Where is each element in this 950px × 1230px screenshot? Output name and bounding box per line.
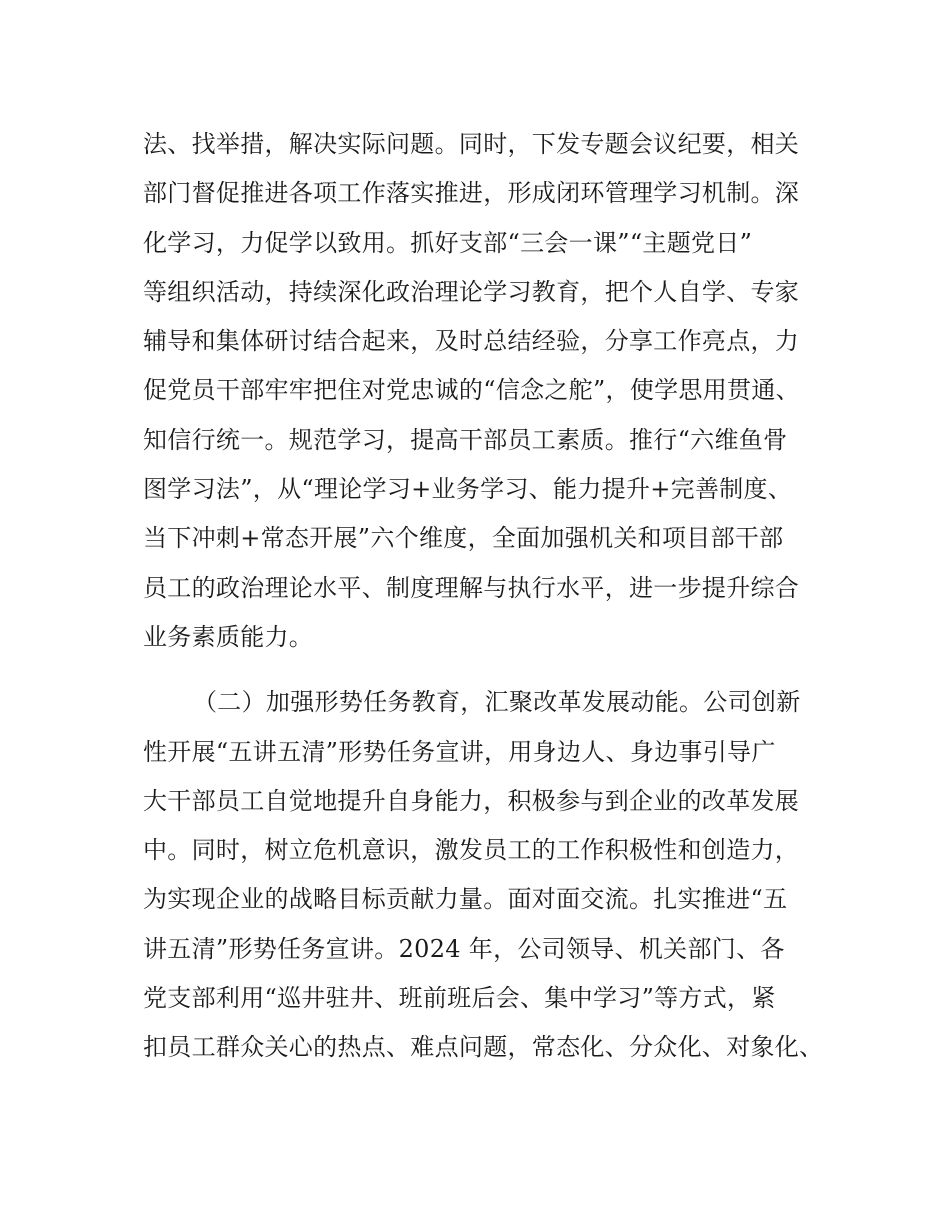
- text-line: 图学习法”，从“理论学习+业务学习、能力提升+完善制度、: [143, 475, 793, 504]
- text-line: 部门督促推进各项工作落实推进，形成闭环管理学习机制。深: [143, 179, 800, 208]
- paragraph-2: [143, 678, 833, 1072]
- document-body: [143, 120, 833, 1073]
- text-line: 大干部员工自觉地提升自身能力，积极参与到企业的改革发展: [143, 786, 800, 815]
- paragraph-gap: [143, 662, 833, 678]
- text-line: 知信行统一。规范学习，提高干部员工素质。推行“六维鱼骨: [143, 425, 788, 454]
- text-line: 讲五清”形势任务宣讲。2024 年，公司领导、机关部门、各: [143, 934, 785, 963]
- text-line: 为实现企业的战略目标贡献力量。面对面交流。扎实推进“五: [143, 885, 788, 914]
- text-line: 辅导和集体研讨结合起来，及时总结经验，分享工作亮点，力: [143, 327, 800, 356]
- text-line: 员工的政治理论水平、制度理解与执行水平，进一步提升综合: [143, 573, 800, 602]
- paragraph-1: [143, 120, 833, 662]
- text-line: 中。同时，树立危机意识，激发员工的工作积极性和创造力，: [143, 836, 800, 865]
- text-line: 等组织活动，持续深化政治理论学习教育，把个人自学、专家: [143, 277, 800, 306]
- text-line: 当下冲刺+常态开展”六个维度，全面加强机关和项目部干部: [143, 524, 784, 553]
- text-line: 化学习，力促学以致用。抓好支部“三会一课”“主题党日”: [143, 228, 753, 257]
- text-line: 促党员干部牢牢把住对党忠诚的“信念之舵”，使学思用贯通、: [143, 376, 800, 405]
- text-line: 扣员工群众关心的热点、难点问题，常态化、分众化、对象化、: [143, 1033, 824, 1062]
- text-line: 法、找举措，解决实际问题。同时，下发专题会议纪要，相关: [143, 130, 800, 158]
- text-line: 业务素质能力。: [143, 622, 314, 651]
- text-line: 性开展“五讲五清”形势任务宣讲，用身边人、身边事引导广: [143, 737, 776, 766]
- text-line: 党支部利用“巡井驻井、班前班后会、集中学习”等方式，紧: [143, 984, 776, 1013]
- paragraph-heading-line: （二）加强形势任务教育，汇聚改革发展动能。公司创新: [193, 688, 801, 717]
